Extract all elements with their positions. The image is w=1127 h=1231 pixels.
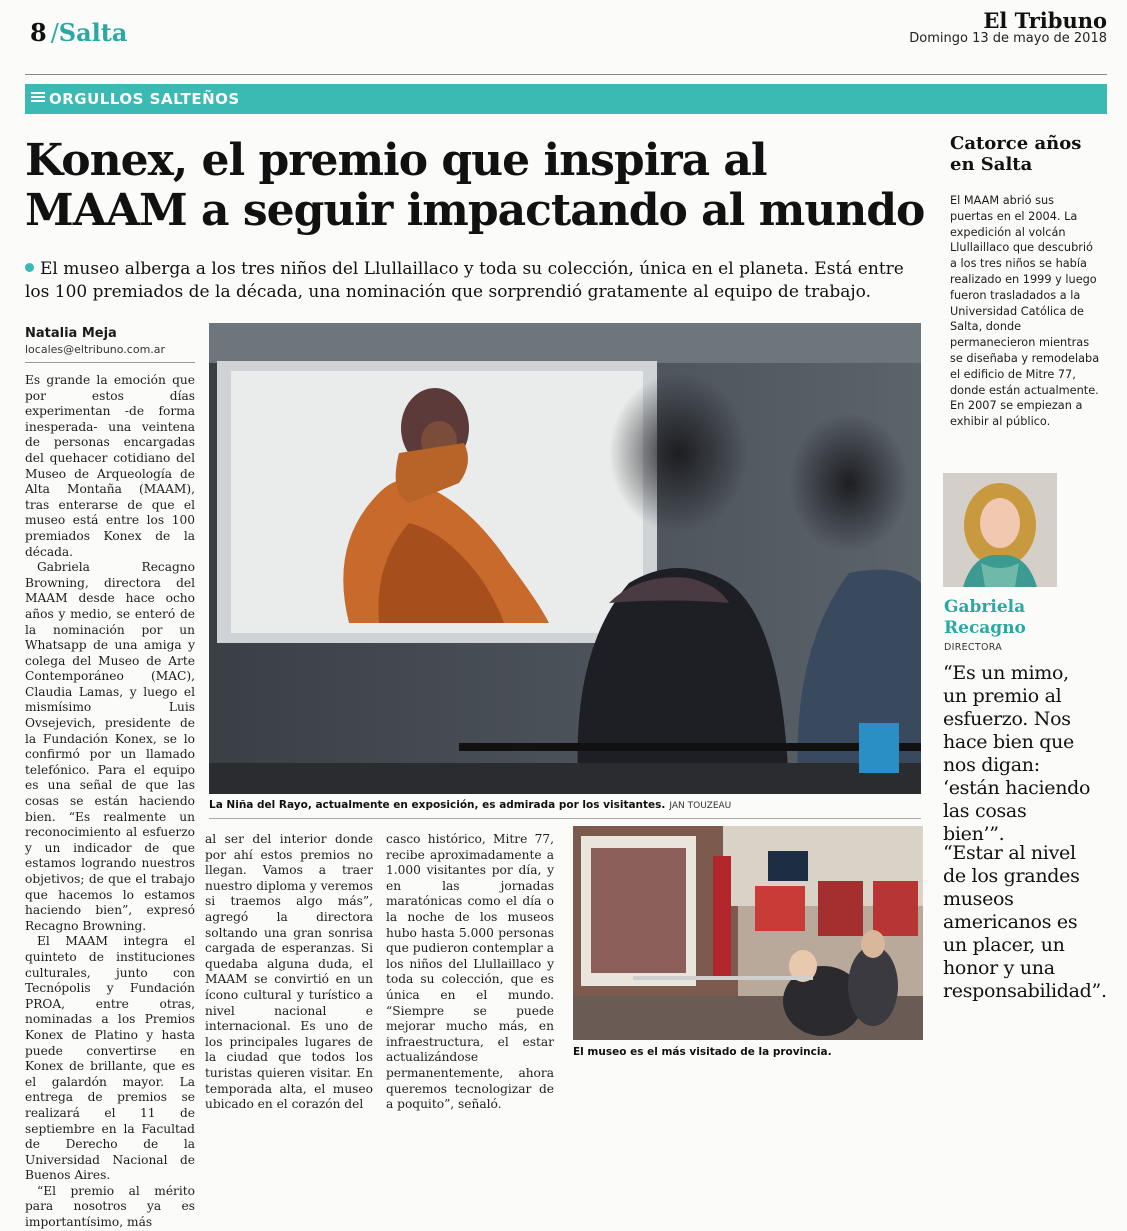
- headline: [25, 136, 930, 236]
- masthead: [909, 8, 1107, 46]
- pull-quote-2: “Estar al nivel de los grandes museos americanos es un placer, un honor y una responsabilidad”.: [943, 842, 1107, 1002]
- body-column-1: [25, 373, 195, 1230]
- paragraph: “El premio al mérito para nosotros ya es importantísimo, más: [25, 1183, 195, 1230]
- paragraph: Es grande la emoción que por estos días experimentan -de forma inesperada- una veintena de personas encargadas del quehacer cotidiano del Museo de Arqueología de Alta Montaña (MAAM), tras enterarse de que el museo está entre los 100 premiados Konex de la década.: [25, 373, 195, 559]
- byline-divider: [25, 362, 195, 363]
- section-band-text: ORGULLOS SALTEÑOS: [49, 90, 240, 108]
- secondary-photo-caption: El museo es el más visitado de la provincia.: [573, 1046, 832, 1058]
- photo-credit: JAN TOUZEAU: [669, 801, 732, 811]
- body-column-3: [386, 832, 554, 1112]
- page-number-value: 8: [30, 18, 47, 47]
- avatar: [943, 473, 1057, 587]
- museum-exhibit-photo: [209, 323, 921, 794]
- main-photo-caption-text: La Niña del Rayo, actualmente en exposición, es admirada por los visitantes.: [209, 799, 666, 811]
- section-band: [25, 84, 1107, 114]
- header-divider: [25, 74, 1107, 75]
- main-photo-caption: [209, 799, 921, 811]
- sidebar-title: Catorce años en Salta: [950, 133, 1082, 175]
- section-band-label: [31, 90, 240, 108]
- page-number: 8 /Salta: [30, 18, 128, 47]
- person-name: Gabriela Recagno: [944, 597, 1026, 638]
- paragraph: El MAAM integra el quinteto de instituciones culturales, junto con Tecnópolis y Fundación PROA, entre otras, nominadas a los Premios Konex de Platino y hasta puede convertirse en Konex de brillante, que es el galardón mayor. La entrega de premios se realizará el 11 de septiembre en la Facultad de Derecho de la Universidad Nacional de Buenos Aires.: [25, 934, 195, 1183]
- sidebar-body: El MAAM abrió sus puertas en el 2004. La expedición al volcán Llullaillaco que descubrió a los tres niños se había realizado en 1999 y luego fueron trasladados a la Universidad Católica de Salta, donde permanecieron mientras se diseñaba y remodelaba el edificio de Mitre 77, donde están actualmente. En 2007 se empiezan a exhibir al público.: [950, 194, 1100, 429]
- newspaper-name: El Tribuno: [983, 8, 1107, 33]
- pull-quote-1: “Es un mimo, un premio al esfuerzo. Nos hace bien que nos digan: ‘están haciendo las cosas bien’”.: [943, 662, 1091, 845]
- portrait-icon: [943, 473, 1057, 587]
- section-name: Salta: [58, 18, 128, 47]
- author-email[interactable]: locales@eltribuno.com.ar: [25, 343, 166, 356]
- paragraph: Gabriela Recagno Browning, directora del MAAM desde hace ocho años y medio, se enteró de la nominación por un Whatsapp de una amiga y colega del Museo de Arte Contemporáneo (MAC), Claudia Lamas, y luego el mismísimo Luis Ovsejevich, presidente de la Fundación Konex, se lo confirmó por un llamado telefónico. Para el equipo es una señal de que las cosas se están haciendo bien. “Es realmente un reconocimiento al esfuerzo y un indicador de que estamos logrando nuestros objetivos; de que el trabajo que hacemos lo estamos haciendo bien”, expresó Recagno Browning.: [25, 560, 195, 933]
- headline-line-2: MAAM a seguir impactando al mundo: [25, 185, 925, 236]
- caption-divider: [209, 818, 921, 819]
- museum-interior-photo: [573, 826, 923, 1040]
- secondary-photo: [573, 826, 923, 1040]
- issue-date: Domingo 13 de mayo de 2018: [909, 31, 1107, 46]
- paragraph: casco histórico, Mitre 77, recibe aproximadamente a 1.000 visitantes por día, y en las jornadas maratónicas como el día o la noche de los museos hubo hasta 5.000 personas que pudieron contemplar a los niños del Llullaillaco y toda su colección, que es única en el mundo. “Siempre se puede mejorar mucho más, en infraestructura, el estar actualizándose permanentemente, ahora queremos tecnologizar de a poquito”, señaló.: [386, 832, 554, 1112]
- person-role: DIRECTORA: [944, 642, 1003, 653]
- main-photo: [209, 323, 921, 794]
- author-name: Natalia Meja: [25, 326, 117, 341]
- bullet-dot-icon: [25, 263, 34, 272]
- deck: [25, 258, 930, 304]
- paragraph: al ser del interior donde por ahí estos premios no llegan. Vamos a traer nuestro diploma y veremos si traemos algo más”, agregó la directora soltando una gran sonrisa cargada de esperanzas. Si quedaba alguna duda, el MAAM se convirtió en un ícono cultural y turístico a nivel nacional e internacional. Es uno de los principales lugares de la ciudad que todos los turistas quieren visitar. En temporada alta, el museo ubicado en el corazón del: [205, 832, 373, 1112]
- menu-lines-icon: [31, 90, 45, 104]
- body-column-2: [205, 832, 373, 1112]
- deck-text: El museo alberga a los tres niños del Llullaillaco y toda su colección, única en el planeta. Está entre los 100 premiados de la década, una nominación que sorprendió gratamente al equipo de trabajo.: [25, 259, 904, 302]
- headline-line-1: Konex, el premio que inspira al: [25, 135, 767, 186]
